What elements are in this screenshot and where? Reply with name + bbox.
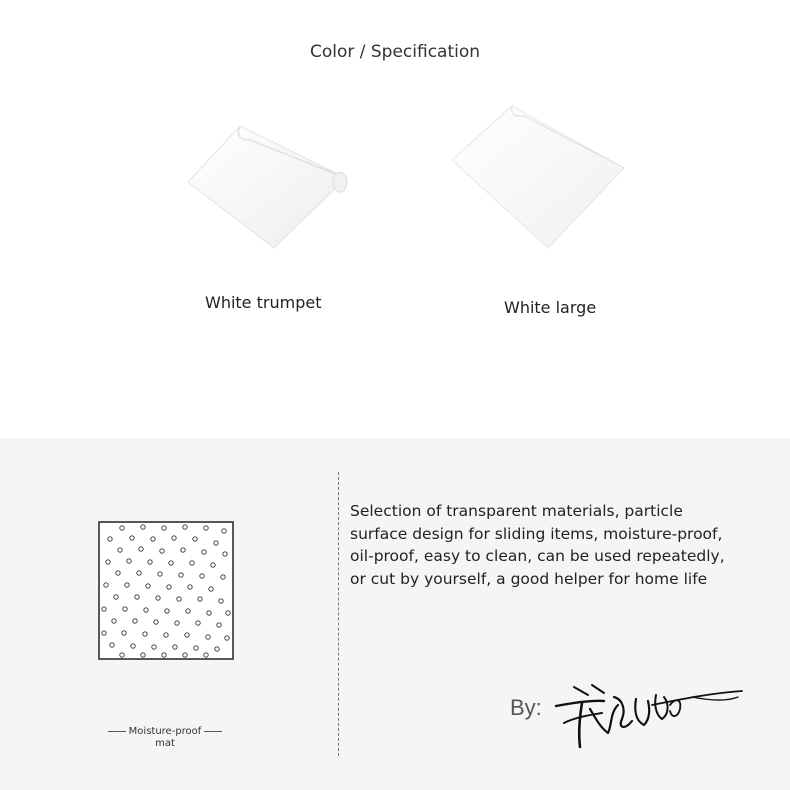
flat-sheet-image: [440, 98, 640, 268]
caption-line-right: [204, 731, 222, 732]
features-section: [0, 438, 790, 790]
product-description: Selection of transparent materials, particle surface design for sliding items, moisture-proof, oil-proof, easy to clean, can be used repeatedly, or cut by yourself, a good helper for home life: [350, 502, 725, 588]
signature-prefix: By:: [510, 695, 542, 720]
rolled-mat-image: [170, 110, 360, 260]
handwritten-signature: [552, 675, 747, 755]
caption-line-left: [108, 731, 126, 732]
mat-caption-line1: Moisture-proof: [128, 726, 202, 737]
product-label: White trumpet: [205, 293, 322, 312]
mat-caption: [100, 726, 230, 750]
product-label: White large: [504, 298, 597, 317]
moisture-proof-mat-illustration: [98, 521, 236, 661]
product-white-large[interactable]: [440, 98, 640, 323]
dashed-divider: [338, 472, 339, 756]
product-white-trumpet[interactable]: [170, 110, 360, 325]
mat-caption-line2: mat: [155, 738, 175, 749]
section-heading: Color / Specification: [309, 42, 481, 62]
